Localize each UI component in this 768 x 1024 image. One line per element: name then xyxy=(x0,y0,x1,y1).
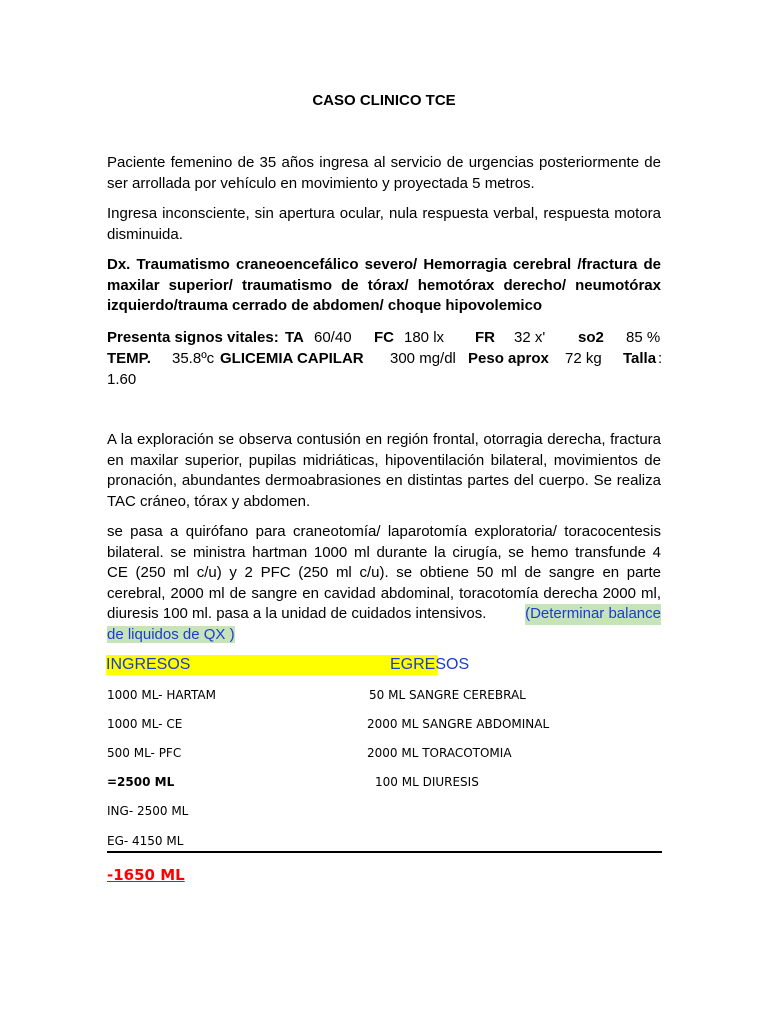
ingreso-subtotal: =2500 ML xyxy=(107,775,175,789)
vitals-row-2 xyxy=(107,348,667,369)
vital-signs xyxy=(107,327,667,390)
talla-label: Talla xyxy=(623,350,657,367)
text-segment: diuresis 100 ml. pasa a la unidad de cuidados intensivos. xyxy=(107,605,487,622)
ingreso-item: 1000 ML- HARTAM xyxy=(107,688,216,702)
ta-value: 60/40 xyxy=(314,329,352,346)
text-line: TAC cráneo, tórax y abdomen. xyxy=(107,492,311,510)
balance-result: -1650 ML xyxy=(107,866,185,884)
glicemia-label: GLICEMIA CAPILAR xyxy=(220,350,364,367)
text-line: en maxilar superior, pupilas midriáticas, hipoventilación bilateral, movimientos de xyxy=(107,451,661,469)
fr-value: 32 x' xyxy=(514,329,546,346)
fr-label: FR xyxy=(475,329,495,346)
egreso-item: 50 ML SANGRE CEREBRAL xyxy=(369,688,526,702)
paragraph-exploration xyxy=(107,430,661,512)
egreso-item: 2000 ML TORACOTOMIA xyxy=(367,746,512,760)
talla-value: 1.60 xyxy=(107,371,137,388)
egresos-header: EGRESOS xyxy=(390,656,470,673)
text-line: disminuida. xyxy=(107,225,183,243)
text-line xyxy=(107,604,661,625)
egreso-item: 100 ML DIURESIS xyxy=(375,775,479,789)
talla-colon: : xyxy=(658,350,663,367)
text-line: Paciente femenino de 35 años ingresa al servicio de urgencias posteriormente de xyxy=(107,154,661,171)
fc-value: 180 lx xyxy=(404,329,445,346)
task-highlight: (Determinar balance xyxy=(525,604,661,625)
temp-label: TEMP. xyxy=(107,350,151,367)
text-line: CE (250 ml c/u) y 2 PFC (250 ml c/u). se obtiene 50 ml de sangre en parte xyxy=(107,564,661,581)
divider xyxy=(107,851,662,853)
so2-label: so2 xyxy=(578,329,604,346)
text-line: cerebral, 2000 ml de sangre en cavidad abdominal, toracotomía derecha 2000 ml, xyxy=(107,584,661,602)
text-line: bilateral. se ministra hartman 1000 ml durante la cirugía, se hemo transfunde 4 xyxy=(107,543,661,561)
ta-label: TA xyxy=(285,329,304,346)
text-line: A la exploración se observa contusión en región frontal, otorragia derecha, fractura xyxy=(107,431,661,448)
ingresos-header: INGRESOS xyxy=(106,656,191,673)
text-line xyxy=(107,625,661,646)
page-title: CASO CLINICO TCE xyxy=(312,92,456,109)
vitals-intro: Presenta signos vitales: xyxy=(107,329,279,346)
ingreso-item: 500 ML- PFC xyxy=(107,746,182,760)
ingreso-item: 1000 ML- CE xyxy=(107,717,183,731)
paragraph-surgery xyxy=(107,522,661,645)
text-line: Dx. Traumatismo craneoencefálico severo/ Hemorragia cerebral /fractura de xyxy=(107,256,661,273)
ingresos-total: ING- 2500 ML xyxy=(107,804,189,818)
peso-label: Peso aprox xyxy=(468,350,549,367)
balance-header xyxy=(106,655,470,675)
paragraph-admission-state xyxy=(107,204,661,245)
text-line: pronación, abundantes dermoabrasiones en distintas partes del cuerpo. Se realiza xyxy=(107,472,661,489)
vitals-row-1 xyxy=(107,327,667,348)
task-highlight: de liquidos de QX ) xyxy=(107,625,235,643)
paragraph-patient-intro xyxy=(107,153,661,194)
peso-value: 72 kg xyxy=(565,350,602,367)
temp-value: 35.8ºc xyxy=(172,350,215,367)
egreso-item: 2000 ML SANGRE ABDOMINAL xyxy=(367,717,550,731)
vitals-row-3 xyxy=(107,369,667,390)
text-line: maxilar superior/ traumatismo de tórax/ hemotórax derecho/ neumotórax xyxy=(107,276,661,294)
glicemia-value: 300 mg/dl xyxy=(390,350,456,367)
text-line: ser arrollada por vehículo en movimiento y proyectada 5 metros. xyxy=(107,174,535,192)
text-line: izquierdo/trauma cerrado de abdomen/ choque hipovolemico xyxy=(107,297,543,314)
text-line: se pasa a quirófano para craneotomía/ laparotomía exploratoria/ toracocentesis xyxy=(107,523,661,540)
so2-value: 85 % xyxy=(626,329,661,346)
text-line: Ingresa inconsciente, sin apertura ocular, nula respuesta verbal, respuesta motora xyxy=(107,205,661,222)
paragraph-diagnosis xyxy=(107,255,661,317)
egresos-total: EG- 4150 ML xyxy=(107,834,184,848)
fc-label: FC xyxy=(374,329,394,346)
